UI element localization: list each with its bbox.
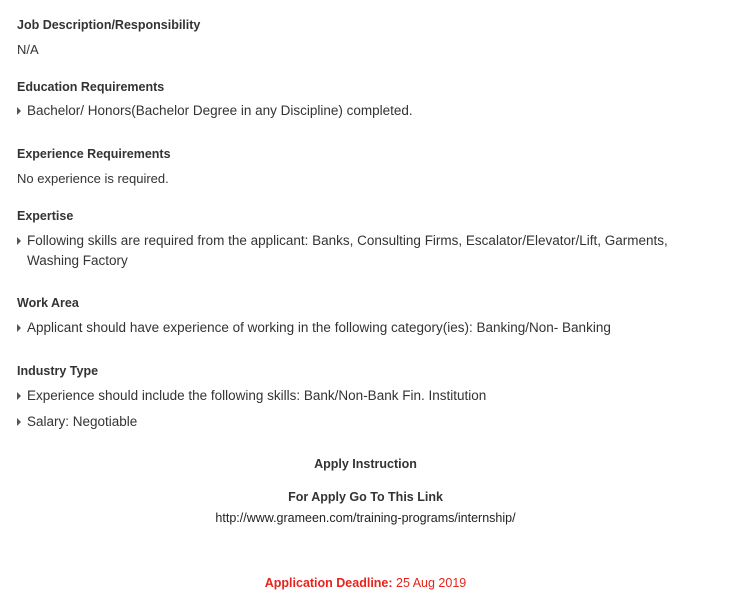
experience-section <box>17 146 171 162</box>
work-area-section <box>17 295 79 311</box>
expertise-title: Expertise <box>17 209 74 223</box>
deadline-date: 25 Aug 2019 <box>396 576 467 590</box>
industry-type-title: Industry Type <box>17 364 99 378</box>
job-description-title: Job Description/Responsibility <box>17 18 201 32</box>
expertise-bullets <box>17 231 723 271</box>
list-item: Following skills are required from the applicant: Banks, Consulting Firms, Escalator/Elevator/Lift, Garments, Washing Factory <box>17 231 723 271</box>
list-item: Bachelor/ Honors(Bachelor Degree in any Discipline) completed. <box>17 101 723 121</box>
job-description-text: N/A <box>17 42 39 57</box>
caret-right-icon <box>17 324 21 332</box>
deadline-label: Application Deadline: <box>264 576 393 590</box>
experience-title: Experience Requirements <box>17 147 171 161</box>
apply-instruction-title: Apply Instruction <box>314 457 417 471</box>
apply-link[interactable]: http://www.grameen.com/training-programs/internship/ <box>215 511 516 525</box>
work-area-bullets <box>17 318 723 338</box>
list-item: Experience should include the following skills: Bank/Non-Bank Fin. Institution <box>17 386 723 406</box>
job-description-body <box>17 41 39 59</box>
education-title: Education Requirements <box>17 80 165 94</box>
experience-text: No experience is required. <box>17 171 169 186</box>
job-description-section <box>17 17 200 33</box>
education-bullets <box>17 101 723 121</box>
application-deadline <box>0 576 731 590</box>
caret-right-icon <box>17 237 21 245</box>
expertise-section <box>17 208 73 224</box>
industry-type-bullets <box>17 386 723 432</box>
list-item: Salary: Negotiable <box>17 412 723 432</box>
work-area-title: Work Area <box>17 296 79 310</box>
caret-right-icon <box>17 418 21 426</box>
industry-type-section <box>17 363 98 379</box>
caret-right-icon <box>17 392 21 400</box>
experience-body <box>17 170 169 188</box>
apply-link-heading: For Apply Go To This Link <box>288 490 443 504</box>
list-item: Applicant should have experience of working in the following category(ies): Banking/Non- Banking <box>17 318 723 338</box>
caret-right-icon <box>17 107 21 115</box>
education-section <box>17 79 164 95</box>
